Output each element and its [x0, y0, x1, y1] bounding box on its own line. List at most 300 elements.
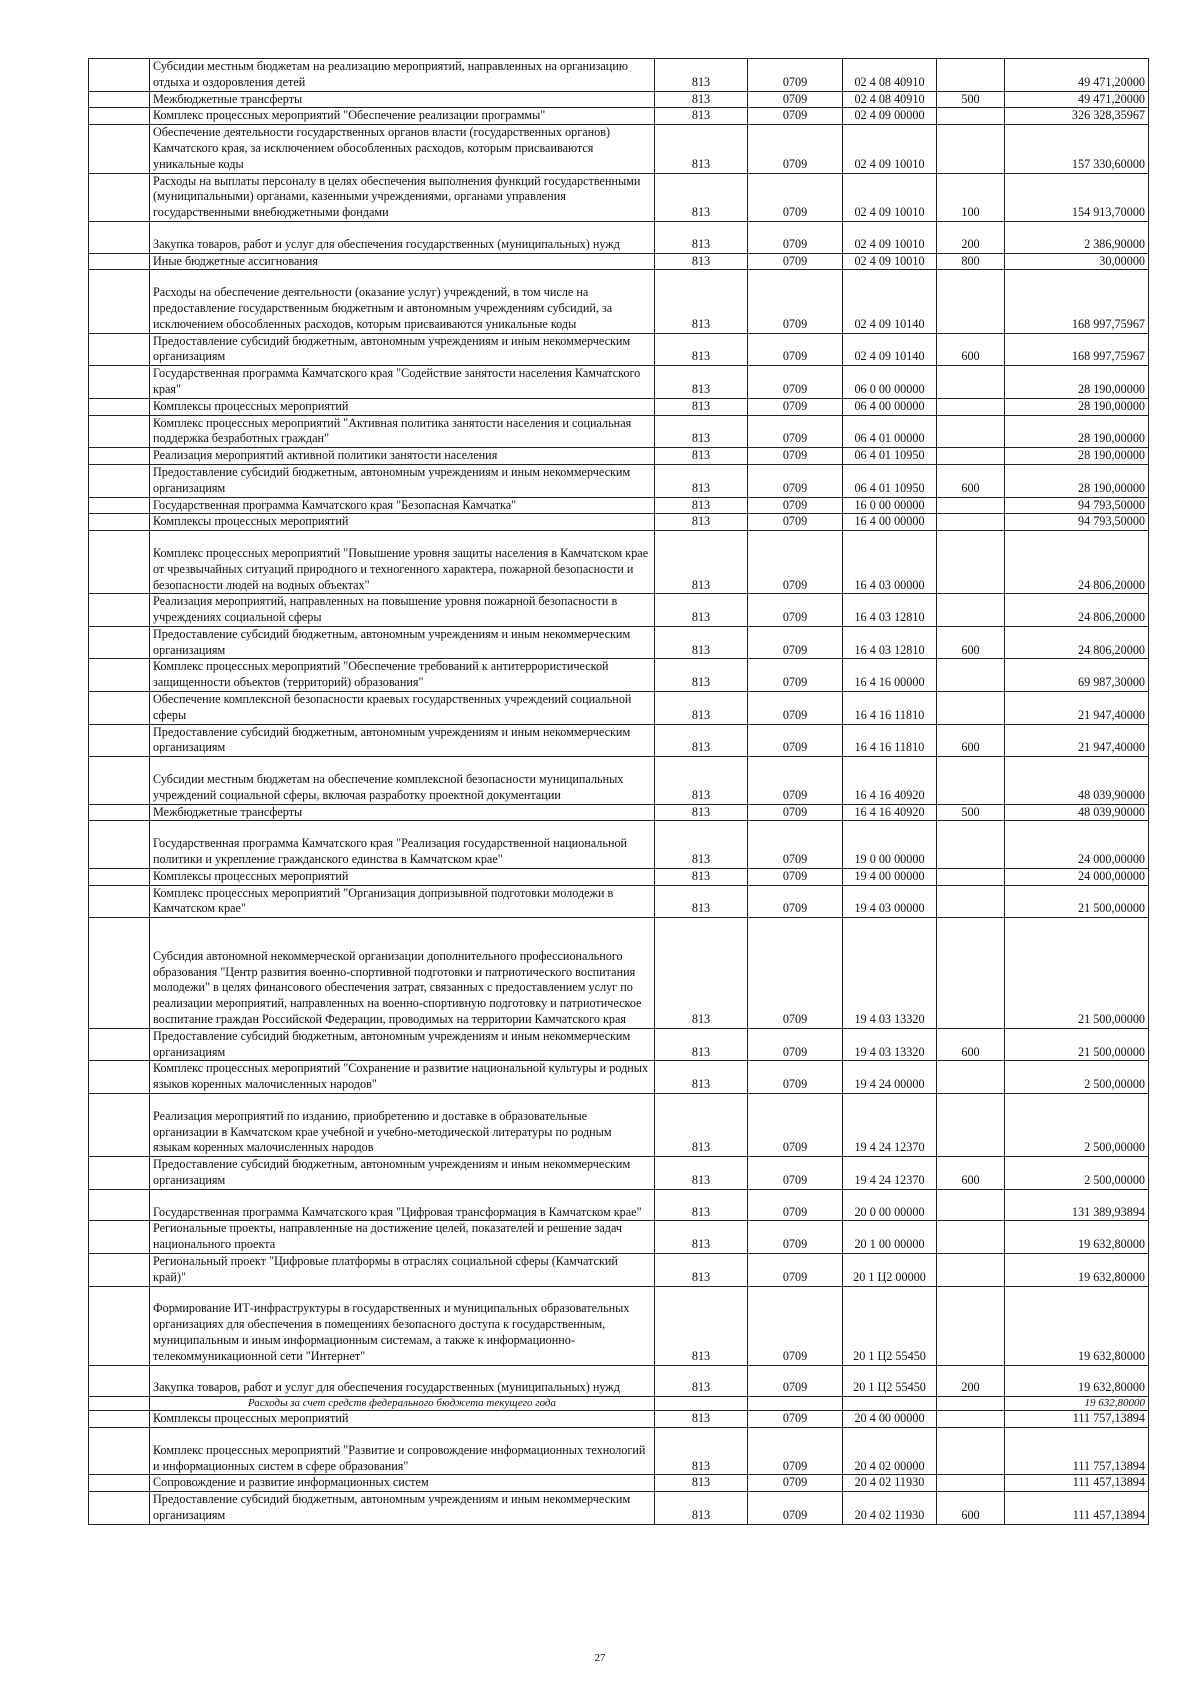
target-article-cell: 16 4 03 00000 [843, 531, 937, 594]
section-code-cell: 0709 [748, 270, 843, 333]
expense-type-cell: 600 [937, 1028, 1005, 1061]
section-code-cell: 0709 [748, 1427, 843, 1474]
section-code-cell [748, 1397, 843, 1411]
number-cell [89, 1397, 150, 1411]
number-cell [89, 270, 150, 333]
target-article-cell: 20 1 Ц2 55450 [843, 1286, 937, 1365]
ved-code-cell: 813 [655, 1221, 748, 1254]
item-name-cell: Предоставление субсидий бюджетным, автономным учреждениям и иным некоммерческим организациям [150, 724, 655, 757]
target-article-cell: 20 1 Ц2 00000 [843, 1253, 937, 1286]
expense-type-cell: 600 [937, 1492, 1005, 1525]
section-code-cell: 0709 [748, 757, 843, 804]
section-code-cell: 0709 [748, 1286, 843, 1365]
table-row [89, 270, 1149, 333]
number-cell [89, 366, 150, 399]
ved-code-cell: 813 [655, 270, 748, 333]
expense-type-cell [937, 918, 1005, 1029]
target-article-cell: 20 4 02 11930 [843, 1475, 937, 1492]
section-code-cell: 0709 [748, 821, 843, 868]
ved-code-cell: 813 [655, 514, 748, 531]
table-row [89, 594, 1149, 627]
number-cell [89, 804, 150, 821]
section-code-cell: 0709 [748, 366, 843, 399]
amount-cell: 19 632,80000 [1005, 1221, 1149, 1254]
target-article-cell: 19 4 03 13320 [843, 1028, 937, 1061]
section-code-cell: 0709 [748, 514, 843, 531]
table-row [89, 626, 1149, 659]
number-cell [89, 1094, 150, 1157]
section-code-cell: 0709 [748, 594, 843, 627]
ved-code-cell: 813 [655, 464, 748, 497]
table-row [89, 1221, 1149, 1254]
amount-cell: 28 190,00000 [1005, 398, 1149, 415]
item-name-cell: Предоставление субсидий бюджетным, автономным учреждениям и иным некоммерческим организациям [150, 1157, 655, 1190]
item-name-cell: Закупка товаров, работ и услуг для обеспечения государственных (муниципальных) нужд [150, 1365, 655, 1397]
item-name-cell: Межбюджетные трансферты [150, 91, 655, 108]
number-cell [89, 1221, 150, 1254]
target-article-cell: 02 4 09 10010 [843, 173, 937, 221]
expense-type-cell [937, 59, 1005, 92]
number-cell [89, 59, 150, 92]
ved-code-cell: 813 [655, 804, 748, 821]
number-cell [89, 692, 150, 725]
expense-type-cell [937, 1061, 1005, 1094]
expense-type-cell [937, 448, 1005, 465]
section-code-cell: 0709 [748, 59, 843, 92]
table-row [89, 1475, 1149, 1492]
expense-type-cell [937, 108, 1005, 125]
target-article-cell: 20 4 02 11930 [843, 1492, 937, 1525]
number-cell [89, 659, 150, 692]
item-name-cell: Государственная программа Камчатского края "Безопасная Камчатка" [150, 497, 655, 514]
section-code-cell: 0709 [748, 91, 843, 108]
section-code-cell: 0709 [748, 464, 843, 497]
item-name-cell: Расходы на выплаты персоналу в целях обеспечения выполнения функций государственными (муниципальными) органами, казенными учреждениями, органами управления государственными внебюджетными фондами [150, 173, 655, 221]
item-name-cell: Реализация мероприятий по изданию, приобретению и доставке в образовательные организации в Камчатском крае учебной и учебно-методической литературы по родным языкам коренных малочисленных народов [150, 1094, 655, 1157]
table-row [89, 366, 1149, 399]
section-code-cell: 0709 [748, 885, 843, 918]
item-name-cell: Иные бюджетные ассигнования [150, 253, 655, 270]
target-article-cell: 02 4 09 10010 [843, 125, 937, 173]
expense-type-cell: 200 [937, 221, 1005, 253]
amount-cell: 49 471,20000 [1005, 59, 1149, 92]
section-code-cell: 0709 [748, 1094, 843, 1157]
target-article-cell: 16 4 03 12810 [843, 626, 937, 659]
amount-cell: 19 632,80000 [1005, 1397, 1149, 1411]
amount-cell: 21 500,00000 [1005, 918, 1149, 1029]
table-row [89, 692, 1149, 725]
expense-type-cell [937, 821, 1005, 868]
expense-type-cell [937, 1397, 1005, 1411]
ved-code-cell: 813 [655, 1286, 748, 1365]
ved-code-cell: 813 [655, 626, 748, 659]
number-cell [89, 1253, 150, 1286]
number-cell [89, 1411, 150, 1428]
table-row [89, 1253, 1149, 1286]
expense-type-cell [937, 594, 1005, 627]
section-code-cell: 0709 [748, 1365, 843, 1397]
item-name-cell: Комплекс процессных мероприятий "Развитие и сопровождение информационных технологий и информационных систем в сфере образования" [150, 1427, 655, 1474]
target-article-cell: 16 4 03 12810 [843, 594, 937, 627]
number-cell [89, 464, 150, 497]
table-row [89, 59, 1149, 92]
expense-type-cell [937, 659, 1005, 692]
target-article-cell: 20 4 02 00000 [843, 1427, 937, 1474]
item-name-cell: Комплексы процессных мероприятий [150, 1411, 655, 1428]
target-article-cell: 02 4 09 00000 [843, 108, 937, 125]
ved-code-cell: 813 [655, 724, 748, 757]
amount-cell: 48 039,90000 [1005, 757, 1149, 804]
amount-cell: 131 389,93894 [1005, 1189, 1149, 1221]
table-row [89, 1411, 1149, 1428]
table-row [89, 757, 1149, 804]
ved-code-cell: 813 [655, 659, 748, 692]
amount-cell: 48 039,90000 [1005, 804, 1149, 821]
amount-cell: 19 632,80000 [1005, 1365, 1149, 1397]
ved-code-cell: 813 [655, 1189, 748, 1221]
ved-code-cell: 813 [655, 918, 748, 1029]
target-article-cell: 16 4 16 00000 [843, 659, 937, 692]
target-article-cell [843, 1397, 937, 1411]
table-row [89, 885, 1149, 918]
section-code-cell: 0709 [748, 724, 843, 757]
table-row [89, 415, 1149, 448]
ved-code-cell: 813 [655, 821, 748, 868]
table-row [89, 333, 1149, 366]
target-article-cell: 16 4 16 11810 [843, 692, 937, 725]
section-code-cell: 0709 [748, 868, 843, 885]
expense-type-cell [937, 514, 1005, 531]
expense-type-cell: 600 [937, 464, 1005, 497]
ved-code-cell: 813 [655, 1028, 748, 1061]
section-code-cell: 0709 [748, 173, 843, 221]
table-row [89, 1365, 1149, 1397]
table-row [89, 464, 1149, 497]
section-code-cell: 0709 [748, 125, 843, 173]
target-article-cell: 19 4 24 12370 [843, 1094, 937, 1157]
item-name-cell: Реализация мероприятий активной политики занятости населения [150, 448, 655, 465]
table-row [89, 514, 1149, 531]
target-article-cell: 02 4 09 10140 [843, 333, 937, 366]
target-article-cell: 06 4 00 00000 [843, 398, 937, 415]
number-cell [89, 626, 150, 659]
ved-code-cell: 813 [655, 1492, 748, 1525]
page-number: 27 [594, 1652, 606, 1664]
item-name-cell: Предоставление субсидий бюджетным, автономным учреждениям и иным некоммерческим организациям [150, 1492, 655, 1525]
target-article-cell: 20 0 00 00000 [843, 1189, 937, 1221]
target-article-cell: 19 4 24 12370 [843, 1157, 937, 1190]
section-code-cell: 0709 [748, 1492, 843, 1525]
number-cell [89, 724, 150, 757]
target-article-cell: 06 0 00 00000 [843, 366, 937, 399]
table-row [89, 1189, 1149, 1221]
section-code-cell: 0709 [748, 1475, 843, 1492]
amount-cell: 2 500,00000 [1005, 1094, 1149, 1157]
ved-code-cell: 813 [655, 1427, 748, 1474]
number-cell [89, 1286, 150, 1365]
item-name-cell: Государственная программа Камчатского края "Реализация государственной национальной политики и укрепление гражданского единства в Камчатском крае" [150, 821, 655, 868]
amount-cell: 24 806,20000 [1005, 626, 1149, 659]
amount-cell: 94 793,50000 [1005, 514, 1149, 531]
number-cell [89, 514, 150, 531]
ved-code-cell: 813 [655, 885, 748, 918]
section-code-cell: 0709 [748, 531, 843, 594]
item-name-cell: Комплексы процессных мероприятий [150, 398, 655, 415]
ved-code-cell: 813 [655, 91, 748, 108]
expense-type-cell [937, 366, 1005, 399]
number-cell [89, 1189, 150, 1221]
amount-cell: 28 190,00000 [1005, 448, 1149, 465]
target-article-cell: 02 4 08 40910 [843, 91, 937, 108]
target-article-cell: 20 1 00 00000 [843, 1221, 937, 1254]
section-code-cell: 0709 [748, 626, 843, 659]
target-article-cell: 16 4 16 40920 [843, 757, 937, 804]
table-row [89, 1492, 1149, 1525]
amount-cell: 168 997,75967 [1005, 333, 1149, 366]
expense-type-cell [937, 398, 1005, 415]
item-name-cell: Предоставление субсидий бюджетным, автономным учреждениям и иным некоммерческим организациям [150, 626, 655, 659]
item-name-cell: Региональный проект "Цифровые платформы в отраслях социальной сферы (Камчатский край)" [150, 1253, 655, 1286]
number-cell [89, 1028, 150, 1061]
ved-code-cell: 813 [655, 253, 748, 270]
expense-type-cell [937, 415, 1005, 448]
expense-type-cell: 600 [937, 626, 1005, 659]
expense-type-cell [937, 1094, 1005, 1157]
number-cell [89, 531, 150, 594]
table-row [89, 1028, 1149, 1061]
table-row [89, 1094, 1149, 1157]
number-cell [89, 1061, 150, 1094]
item-name-cell: Комплекс процессных мероприятий "Активная политика занятости населения и социальная поддержка безработных граждан" [150, 415, 655, 448]
amount-cell: 111 457,13894 [1005, 1492, 1149, 1525]
expense-type-cell: 600 [937, 333, 1005, 366]
item-name-cell: Обеспечение деятельности государственных органов власти (государственных органов) Камчатского края, за исключением обособленных расходов, которым присваиваются уникальные коды [150, 125, 655, 173]
amount-cell: 21 500,00000 [1005, 885, 1149, 918]
target-article-cell: 19 0 00 00000 [843, 821, 937, 868]
number-cell [89, 868, 150, 885]
table-row [89, 253, 1149, 270]
expense-type-cell: 500 [937, 804, 1005, 821]
expense-type-cell [937, 692, 1005, 725]
table-row [89, 497, 1149, 514]
table-row [89, 868, 1149, 885]
expense-type-cell [937, 1253, 1005, 1286]
number-cell [89, 91, 150, 108]
expense-type-cell [937, 1221, 1005, 1254]
expense-type-cell [937, 885, 1005, 918]
number-cell [89, 108, 150, 125]
table-row [89, 1397, 1149, 1411]
number-cell [89, 594, 150, 627]
amount-cell: 326 328,35967 [1005, 108, 1149, 125]
ved-code-cell: 813 [655, 108, 748, 125]
target-article-cell: 06 4 01 10950 [843, 464, 937, 497]
table-row [89, 91, 1149, 108]
section-code-cell: 0709 [748, 415, 843, 448]
number-cell [89, 125, 150, 173]
number-cell [89, 415, 150, 448]
expense-type-cell [937, 1475, 1005, 1492]
budget-table [88, 58, 1149, 1525]
ved-code-cell [655, 1397, 748, 1411]
item-name-cell: Субсидии местным бюджетам на реализацию мероприятий, направленных на организацию отдыха и оздоровления детей [150, 59, 655, 92]
number-cell [89, 173, 150, 221]
section-code-cell: 0709 [748, 659, 843, 692]
section-code-cell: 0709 [748, 108, 843, 125]
item-name-cell: Реализация мероприятий, направленных на повышение уровня пожарной безопасности в учреждениях социальной сферы [150, 594, 655, 627]
section-code-cell: 0709 [748, 1189, 843, 1221]
expense-type-cell [937, 1189, 1005, 1221]
amount-cell: 28 190,00000 [1005, 366, 1149, 399]
ved-code-cell: 813 [655, 692, 748, 725]
item-name-cell: Государственная программа Камчатского края "Цифровая трансформация в Камчатском крае" [150, 1189, 655, 1221]
ved-code-cell: 813 [655, 398, 748, 415]
ved-code-cell: 813 [655, 1157, 748, 1190]
section-code-cell: 0709 [748, 398, 843, 415]
table-row [89, 821, 1149, 868]
number-cell [89, 221, 150, 253]
table-body [89, 59, 1149, 1525]
ved-code-cell: 813 [655, 221, 748, 253]
amount-cell: 2 500,00000 [1005, 1061, 1149, 1094]
ved-code-cell: 813 [655, 1365, 748, 1397]
ved-code-cell: 813 [655, 415, 748, 448]
item-name-cell: Комплекс процессных мероприятий "Повышение уровня защиты населения в Камчатском крае от чрезвычайных ситуаций природного и техногенного характера, пожарной безопасности и безопасности людей на водных объектах" [150, 531, 655, 594]
target-article-cell: 16 0 00 00000 [843, 497, 937, 514]
amount-cell: 24 806,20000 [1005, 531, 1149, 594]
section-code-cell: 0709 [748, 497, 843, 514]
item-name-cell: Формирование ИТ-инфраструктуры в государственных и муниципальных образовательных организациях для обеспечения в помещениях безопасного доступа к государственным, муниципальным и иным информационным системам, а также к информационно-телекоммуникационной сети "Интернет" [150, 1286, 655, 1365]
ved-code-cell: 813 [655, 757, 748, 804]
ved-code-cell: 813 [655, 1061, 748, 1094]
table-row [89, 398, 1149, 415]
number-cell [89, 497, 150, 514]
expense-type-cell: 200 [937, 1365, 1005, 1397]
table-row [89, 724, 1149, 757]
amount-cell: 30,00000 [1005, 253, 1149, 270]
ved-code-cell: 813 [655, 366, 748, 399]
number-cell [89, 821, 150, 868]
section-code-cell: 0709 [748, 692, 843, 725]
expense-type-cell [937, 125, 1005, 173]
expense-type-cell [937, 868, 1005, 885]
section-code-cell: 0709 [748, 918, 843, 1029]
item-name-cell: Комплекс процессных мероприятий "Организация допризывной подготовки молодежи в Камчатском крае" [150, 885, 655, 918]
number-cell [89, 885, 150, 918]
item-name-cell: Предоставление субсидий бюджетным, автономным учреждениям и иным некоммерческим организациям [150, 333, 655, 366]
target-article-cell: 20 4 00 00000 [843, 1411, 937, 1428]
item-name-cell: Предоставление субсидий бюджетным, автономным учреждениям и иным некоммерческим организациям [150, 464, 655, 497]
item-name-cell: Комплексы процессных мероприятий [150, 514, 655, 531]
amount-cell: 157 330,60000 [1005, 125, 1149, 173]
expense-type-cell [937, 531, 1005, 594]
section-code-cell: 0709 [748, 1028, 843, 1061]
table-row [89, 221, 1149, 253]
ved-code-cell: 813 [655, 125, 748, 173]
ved-code-cell: 813 [655, 448, 748, 465]
number-cell [89, 333, 150, 366]
item-name-cell: Межбюджетные трансферты [150, 804, 655, 821]
item-name-cell: Региональные проекты, направленные на достижение целей, показателей и решение задач национального проекта [150, 1221, 655, 1254]
expense-type-cell [937, 1427, 1005, 1474]
number-cell [89, 1157, 150, 1190]
amount-cell: 2 386,90000 [1005, 221, 1149, 253]
amount-cell: 21 947,40000 [1005, 692, 1149, 725]
amount-cell: 24 000,00000 [1005, 821, 1149, 868]
expense-type-cell [937, 497, 1005, 514]
table-row [89, 659, 1149, 692]
amount-cell: 24 806,20000 [1005, 594, 1149, 627]
expense-type-cell [937, 1286, 1005, 1365]
number-cell [89, 918, 150, 1029]
ved-code-cell: 813 [655, 868, 748, 885]
target-article-cell: 06 4 01 00000 [843, 415, 937, 448]
expense-type-cell [937, 757, 1005, 804]
section-code-cell: 0709 [748, 253, 843, 270]
section-code-cell: 0709 [748, 1061, 843, 1094]
ved-code-cell: 813 [655, 1411, 748, 1428]
ved-code-cell: 813 [655, 594, 748, 627]
expense-type-cell: 800 [937, 253, 1005, 270]
item-name-cell: Расходы за счет средств федерального бюджета текущего года [150, 1397, 655, 1411]
number-cell [89, 1427, 150, 1474]
ved-code-cell: 813 [655, 333, 748, 366]
amount-cell: 28 190,00000 [1005, 464, 1149, 497]
section-code-cell: 0709 [748, 1157, 843, 1190]
target-article-cell: 16 4 16 40920 [843, 804, 937, 821]
table-row [89, 125, 1149, 173]
target-article-cell: 02 4 09 10140 [843, 270, 937, 333]
amount-cell: 69 987,30000 [1005, 659, 1149, 692]
target-article-cell: 16 4 16 11810 [843, 724, 937, 757]
amount-cell: 168 997,75967 [1005, 270, 1149, 333]
expense-type-cell [937, 270, 1005, 333]
target-article-cell: 16 4 00 00000 [843, 514, 937, 531]
amount-cell: 111 757,13894 [1005, 1427, 1149, 1474]
expense-type-cell: 500 [937, 91, 1005, 108]
amount-cell: 111 457,13894 [1005, 1475, 1149, 1492]
ved-code-cell: 813 [655, 497, 748, 514]
ved-code-cell: 813 [655, 59, 748, 92]
ved-code-cell: 813 [655, 531, 748, 594]
number-cell [89, 1475, 150, 1492]
table-row [89, 1286, 1149, 1365]
item-name-cell: Обеспечение комплексной безопасности краевых государственных учреждений социальной сферы [150, 692, 655, 725]
item-name-cell: Комплексы процессных мероприятий [150, 868, 655, 885]
amount-cell: 94 793,50000 [1005, 497, 1149, 514]
amount-cell: 2 500,00000 [1005, 1157, 1149, 1190]
number-cell [89, 448, 150, 465]
item-name-cell: Субсидии местным бюджетам на обеспечение комплексной безопасности муниципальных учреждений социальной сферы, включая разработку проектной документации [150, 757, 655, 804]
item-name-cell: Государственная программа Камчатского края "Содействие занятости населения Камчатского края" [150, 366, 655, 399]
target-article-cell: 20 1 Ц2 55450 [843, 1365, 937, 1397]
amount-cell: 49 471,20000 [1005, 91, 1149, 108]
target-article-cell: 02 4 08 40910 [843, 59, 937, 92]
section-code-cell: 0709 [748, 1411, 843, 1428]
section-code-cell: 0709 [748, 804, 843, 821]
item-name-cell: Предоставление субсидий бюджетным, автономным учреждениям и иным некоммерческим организациям [150, 1028, 655, 1061]
number-cell [89, 253, 150, 270]
amount-cell: 111 757,13894 [1005, 1411, 1149, 1428]
number-cell [89, 1365, 150, 1397]
expense-type-cell: 600 [937, 1157, 1005, 1190]
table-row [89, 1157, 1149, 1190]
amount-cell: 28 190,00000 [1005, 415, 1149, 448]
ved-code-cell: 813 [655, 1253, 748, 1286]
item-name-cell: Закупка товаров, работ и услуг для обеспечения государственных (муниципальных) нужд [150, 221, 655, 253]
item-name-cell: Сопровождение и развитие информационных систем [150, 1475, 655, 1492]
amount-cell: 21 947,40000 [1005, 724, 1149, 757]
